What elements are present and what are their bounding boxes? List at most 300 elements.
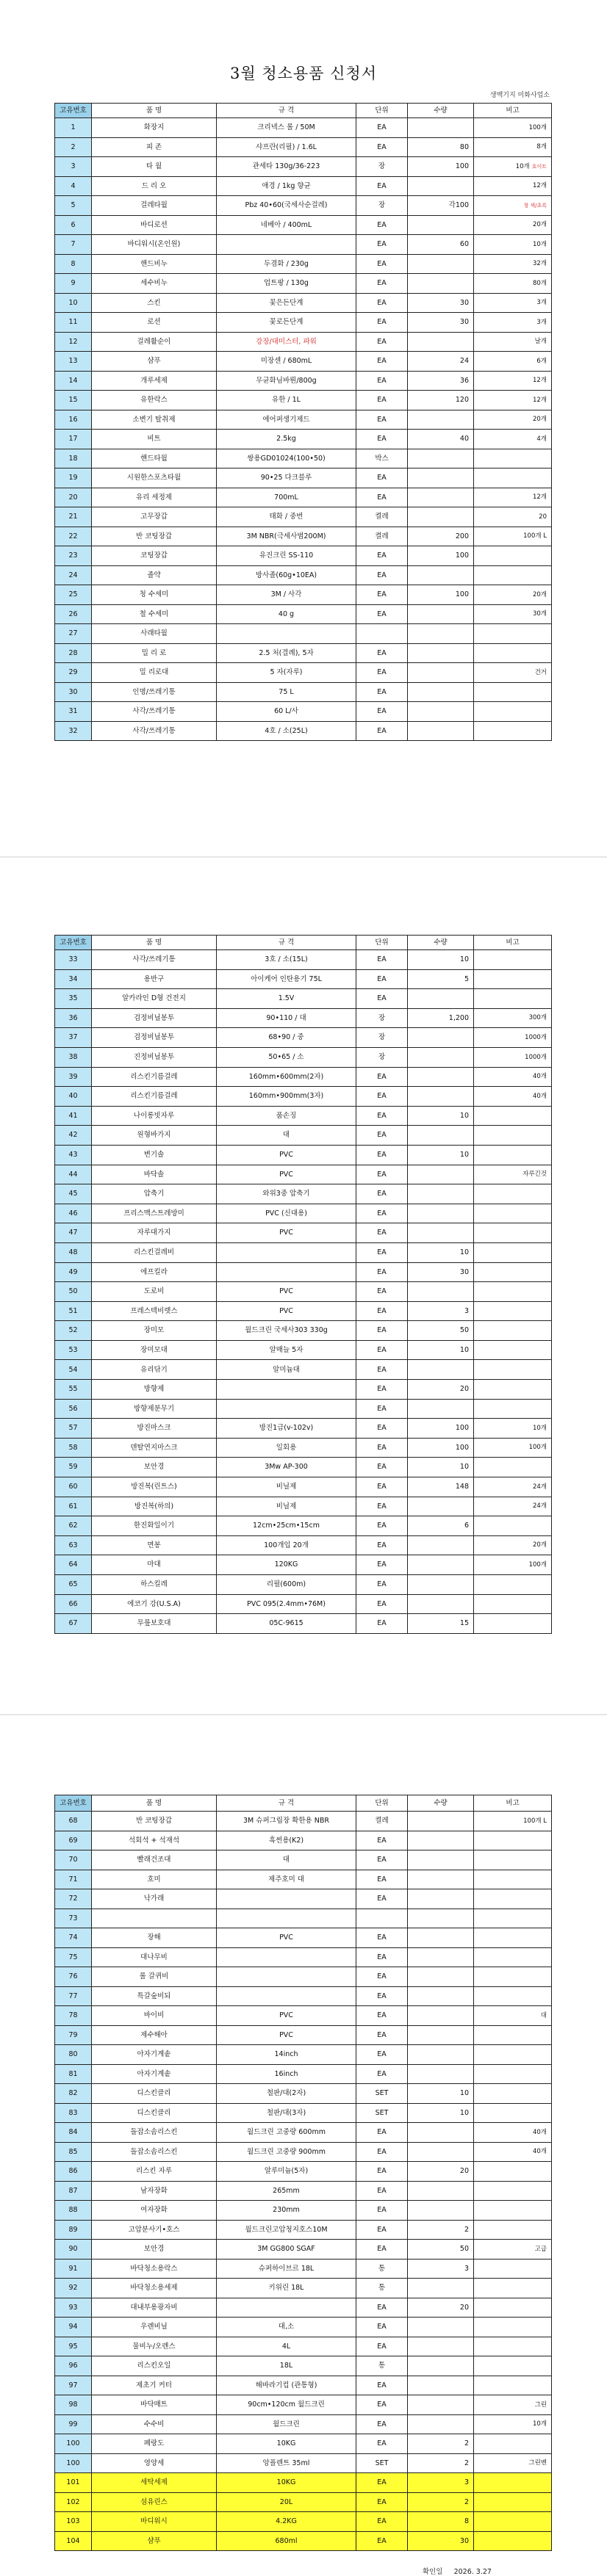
- item-spec: [217, 1947, 356, 1967]
- item-spec: [217, 585, 356, 605]
- item-spec: [217, 2181, 356, 2201]
- item-spec-text: 160mm•600mm(2자): [248, 1072, 324, 1081]
- item-number: [55, 604, 92, 624]
- item-unit-text: EA: [377, 259, 387, 268]
- item-number: [55, 2220, 92, 2240]
- item-name: [92, 2298, 217, 2318]
- form-title: 3월 청소용품 신청서: [230, 65, 377, 82]
- table-row: [55, 1242, 552, 1262]
- item-note: [474, 1008, 552, 1028]
- item-number: [55, 1870, 92, 1889]
- item-quantity: [408, 2512, 474, 2532]
- item-quantity-text: 60: [459, 240, 469, 248]
- item-name-text: 리스킨걸레비: [133, 1248, 175, 1256]
- item-name-text: 보안경: [143, 2245, 165, 2253]
- item-note: [474, 352, 552, 372]
- item-quantity: [408, 1516, 474, 1536]
- item-number: [55, 1614, 92, 1634]
- item-name-text: 밀 리 로: [141, 648, 167, 657]
- item-number-text: 10: [68, 298, 78, 307]
- item-name-text: 고압분사기•호스: [128, 2225, 180, 2234]
- item-number: [55, 2376, 92, 2395]
- item-quantity: [408, 1497, 474, 1516]
- item-note-text: 20개: [532, 590, 547, 598]
- item-spec-text: 2.5 처(결례), 5자: [259, 648, 314, 657]
- table-row: [55, 2123, 552, 2143]
- item-name-text: 방진복(린트스): [131, 1483, 177, 1491]
- item-spec-text: 비닐제: [276, 1502, 297, 1510]
- item-spec-text: 4호 / 소(25L): [265, 726, 308, 735]
- item-name: [92, 1555, 217, 1575]
- item-unit-text: 켤레: [375, 1817, 389, 1825]
- item-number: [55, 2181, 92, 2201]
- table-row: [55, 1909, 552, 1928]
- item-spec-text: 90•25 다크블루: [260, 474, 312, 482]
- item-name-text: 특갈숲비되: [137, 1991, 171, 2000]
- item-quantity: [408, 1967, 474, 1987]
- item-spec: [217, 2337, 356, 2356]
- item-spec: [217, 1340, 356, 1360]
- item-unit-text: EA: [377, 1131, 387, 1140]
- item-name-text: 샴푸: [147, 357, 161, 365]
- item-note-text: 20개: [532, 221, 547, 228]
- table-row: [55, 1947, 552, 1967]
- item-spec-text: 방진1급(v-102v): [259, 1424, 314, 1433]
- item-unit-text: EA: [377, 1209, 387, 1218]
- item-note-text: 그린벤: [528, 2459, 547, 2467]
- item-spec: [217, 702, 356, 722]
- item-number: [55, 663, 92, 683]
- item-number: [55, 969, 92, 989]
- item-spec: [217, 507, 356, 527]
- item-name-text: 피 존: [146, 142, 162, 151]
- item-name-text: 면봉: [147, 1541, 161, 1549]
- item-quantity: [408, 663, 474, 683]
- item-number: [55, 293, 92, 313]
- item-note: [474, 546, 552, 566]
- item-number: [55, 2434, 92, 2454]
- item-number: [55, 157, 92, 177]
- item-number-text: 40: [68, 1092, 78, 1101]
- table-row: [55, 1575, 552, 1595]
- item-spec: [217, 2298, 356, 2318]
- item-name-text: 바닥청소용세제: [130, 2284, 178, 2292]
- item-number-text: 27: [68, 629, 78, 637]
- item-number: [55, 1008, 92, 1028]
- item-number: [55, 2512, 92, 2532]
- item-unit-text: EA: [377, 1306, 387, 1315]
- item-quantity-text: 200: [455, 532, 469, 540]
- item-spec-text: 680ml: [275, 2536, 298, 2545]
- item-number-text: 6: [71, 220, 76, 229]
- item-unit: [356, 604, 408, 624]
- item-note-text: 8개: [536, 143, 547, 151]
- item-number: [55, 1047, 92, 1067]
- column-header: 고유번호: [55, 936, 92, 950]
- item-quantity: [408, 235, 474, 255]
- item-spec-text: 월드크린 국세사303 330g: [245, 1326, 328, 1335]
- item-number: [55, 702, 92, 722]
- item-number-text: 46: [68, 1209, 78, 1218]
- item-unit: [356, 2376, 408, 2395]
- item-quantity: [408, 565, 474, 585]
- table-row: [55, 1106, 552, 1126]
- item-unit-text: SET: [375, 2459, 389, 2467]
- item-name-text: 프리스맥스트레방미: [123, 1209, 184, 1218]
- item-unit-text: 켤레: [375, 532, 389, 540]
- item-number-text: 80: [68, 2050, 78, 2058]
- item-unit: [356, 2084, 408, 2104]
- item-name: [92, 293, 217, 313]
- item-spec: [217, 313, 356, 333]
- item-unit: [356, 488, 408, 507]
- item-unit-text: EA: [377, 2225, 387, 2234]
- item-quantity-text: 100: [455, 1424, 469, 1433]
- item-note: [474, 1399, 552, 1419]
- item-number: [55, 371, 92, 391]
- item-number: [55, 430, 92, 449]
- item-name: [92, 313, 217, 333]
- item-number: [55, 565, 92, 585]
- item-name-text: 무릎보호대: [137, 1619, 171, 1628]
- table-row: [55, 332, 552, 352]
- item-spec: [217, 2025, 356, 2045]
- item-number-text: 4: [71, 181, 76, 190]
- item-name: [92, 1047, 217, 1067]
- item-number-text: 38: [68, 1053, 78, 1062]
- item-quantity: [408, 2279, 474, 2298]
- item-number: [55, 2531, 92, 2551]
- item-name-text: 석회석 + 석재석: [128, 1836, 180, 1845]
- item-spec: [217, 2103, 356, 2123]
- table-row: [55, 488, 552, 507]
- item-unit: [356, 682, 408, 702]
- item-spec: [217, 721, 356, 741]
- item-note: [474, 371, 552, 391]
- item-note: [474, 1184, 552, 1204]
- item-spec: [217, 663, 356, 683]
- item-spec-text: 두겸화 / 230g: [264, 259, 309, 268]
- item-name: [92, 1380, 217, 1400]
- item-name-text: 검정비닐봉투: [133, 1033, 175, 1042]
- item-quantity: [408, 989, 474, 1009]
- column-header: 규 격: [217, 936, 356, 950]
- item-unit: [356, 2025, 408, 2045]
- item-name: [92, 2045, 217, 2065]
- item-quantity: [408, 2298, 474, 2318]
- item-name: [92, 410, 217, 430]
- item-number-text: 56: [68, 1404, 78, 1413]
- item-spec-text: PVC: [279, 2030, 293, 2039]
- item-name-text: 용반구: [143, 974, 165, 983]
- item-name-text: 폐랑도: [143, 2439, 165, 2447]
- item-quantity: [408, 1087, 474, 1107]
- item-spec: [217, 1184, 356, 1204]
- item-unit: [356, 507, 408, 527]
- item-unit: [356, 643, 408, 663]
- table-row: [55, 1204, 552, 1223]
- item-unit-text: EA: [377, 2478, 387, 2486]
- item-number-text: 2: [71, 142, 76, 151]
- item-number: [55, 1458, 92, 1477]
- item-unit-text: EA: [377, 337, 387, 346]
- table-row: [55, 2142, 552, 2162]
- item-unit: [356, 254, 408, 274]
- item-unit: [356, 1575, 408, 1595]
- item-number: [55, 2240, 92, 2260]
- item-number-text: 33: [68, 955, 78, 964]
- item-number-text: 68: [68, 1817, 78, 1825]
- item-note: [474, 1812, 552, 1831]
- item-number: [55, 1812, 92, 1831]
- column-header: 규 격: [217, 104, 356, 118]
- item-unit: [356, 2123, 408, 2143]
- item-spec-text: 1.5V: [278, 994, 295, 1003]
- item-unit-text: EA: [377, 357, 387, 365]
- item-name: [92, 2531, 217, 2551]
- item-spec: [217, 410, 356, 430]
- item-number-text: 52: [68, 1326, 78, 1335]
- column-header: 수량: [408, 104, 474, 118]
- item-name: [92, 969, 217, 989]
- table-row: [55, 643, 552, 663]
- item-name: [92, 1614, 217, 1634]
- item-spec: [217, 624, 356, 644]
- item-name: [92, 2142, 217, 2162]
- table-row: [55, 235, 552, 255]
- item-spec-text: 아이케어 인탄용기 75L: [251, 974, 322, 983]
- item-note: [474, 2064, 552, 2084]
- item-note: [474, 2492, 552, 2512]
- item-name-text: 아자기계솥: [137, 2069, 171, 2078]
- item-number-text: 12: [68, 337, 78, 346]
- item-spec: [217, 137, 356, 157]
- item-number: [55, 2492, 92, 2512]
- item-name: [92, 235, 217, 255]
- item-unit: [356, 1555, 408, 1575]
- item-quantity-text: 20: [459, 2303, 469, 2312]
- column-header: 수량: [408, 936, 474, 950]
- item-unit: [356, 1967, 408, 1987]
- item-name-text: 보안경: [143, 1463, 165, 1472]
- item-number-text: 7: [71, 240, 76, 248]
- item-unit: [356, 2142, 408, 2162]
- item-name: [92, 254, 217, 274]
- item-unit-text: EA: [377, 2050, 387, 2058]
- item-spec: [217, 1242, 356, 1262]
- item-number-text: 62: [68, 1522, 78, 1530]
- item-spec-text: 16inch: [274, 2069, 298, 2078]
- table-row: [55, 1145, 552, 1165]
- item-name: [92, 1008, 217, 1028]
- table-row: [55, 2298, 552, 2318]
- confirm-label: 확인일: [423, 2568, 443, 2576]
- item-number: [55, 215, 92, 235]
- item-unit-text: EA: [377, 298, 387, 307]
- table-row: [55, 2453, 552, 2473]
- item-note: [474, 2142, 552, 2162]
- item-spec-text: 14inch: [274, 2050, 298, 2058]
- item-number: [55, 1145, 92, 1165]
- item-spec: [217, 1831, 356, 1850]
- item-quantity-text: 2: [464, 2225, 469, 2234]
- item-number-text: 42: [68, 1131, 78, 1140]
- item-name: [92, 702, 217, 722]
- item-unit: [356, 352, 408, 372]
- item-quantity: [408, 2414, 474, 2434]
- item-unit-text: EA: [377, 2517, 387, 2525]
- item-spec-text: 애경 / 1kg 향균: [262, 181, 311, 190]
- item-spec: [217, 2434, 356, 2454]
- item-spec: [217, 1301, 356, 1321]
- item-note-text: 12개: [532, 377, 547, 384]
- item-quantity-text: 30: [459, 1267, 469, 1276]
- item-note: [474, 313, 552, 333]
- supply-table-2: [54, 935, 552, 1634]
- item-quantity: [408, 352, 474, 372]
- item-note: [474, 2512, 552, 2532]
- item-number-text: 104: [66, 2536, 80, 2545]
- item-quantity-text: 3: [464, 1306, 469, 1315]
- table-row: [55, 1419, 552, 1439]
- item-number: [55, 2025, 92, 2045]
- item-number: [55, 682, 92, 702]
- item-note: [474, 682, 552, 702]
- item-unit: [356, 1340, 408, 1360]
- item-spec: [217, 989, 356, 1009]
- item-name: [92, 604, 217, 624]
- item-spec: [217, 157, 356, 177]
- item-quantity: [408, 702, 474, 722]
- item-spec-text: 크리넥스 롤 / 50M: [257, 123, 315, 131]
- item-number: [55, 1575, 92, 1595]
- table-row: [55, 2240, 552, 2260]
- item-quantity: [408, 1419, 474, 1439]
- item-note: [474, 1106, 552, 1126]
- item-spec: [217, 1497, 356, 1516]
- item-unit: [356, 1184, 408, 1204]
- item-number: [55, 2162, 92, 2182]
- item-name: [92, 1419, 217, 1439]
- table-row: [55, 1555, 552, 1575]
- item-quantity: [408, 313, 474, 333]
- item-name-text: 유리닦기: [140, 1365, 168, 1374]
- item-number-text: 39: [68, 1072, 78, 1081]
- item-name-text: 아자기계솥: [137, 2050, 171, 2058]
- item-name: [92, 1087, 217, 1107]
- item-name: [92, 1242, 217, 1262]
- item-unit: [356, 1535, 408, 1555]
- item-spec-text: 흑썬용(K2): [268, 1836, 304, 1845]
- item-spec-text: PVC: [279, 1933, 293, 1942]
- item-name: [92, 1340, 217, 1360]
- item-number: [55, 989, 92, 1009]
- item-note: [474, 643, 552, 663]
- item-number: [55, 527, 92, 546]
- item-note: [474, 196, 552, 216]
- item-name-text: 에프킬라: [140, 1267, 168, 1276]
- item-quantity: [408, 1067, 474, 1087]
- item-number-text: 65: [68, 1580, 78, 1589]
- item-name: [92, 1928, 217, 1948]
- item-quantity: [408, 1282, 474, 1302]
- item-number-text: 17: [68, 435, 78, 443]
- item-note: [474, 1360, 552, 1380]
- item-unit-text: EA: [377, 1092, 387, 1101]
- item-quantity-text: 80: [459, 142, 469, 151]
- item-quantity-text: 15: [459, 1619, 469, 1628]
- item-unit-text: SET: [375, 2089, 389, 2097]
- item-quantity: [408, 274, 474, 294]
- table-row: [55, 663, 552, 683]
- item-unit-text: EA: [377, 2342, 387, 2351]
- item-name-text: 세탁세제: [140, 2478, 168, 2486]
- table-row: [55, 721, 552, 741]
- item-spec-text: 쌍용GD01024(100•50): [247, 454, 326, 463]
- item-spec: [217, 2356, 356, 2376]
- item-unit: [356, 2006, 408, 2026]
- item-quantity-text: 30: [459, 298, 469, 307]
- item-note: [474, 1301, 552, 1321]
- item-unit-text: 통: [378, 2284, 386, 2292]
- item-name: [92, 2181, 217, 2201]
- item-number: [55, 2337, 92, 2356]
- item-spec-text: 꽃은든단계: [269, 298, 304, 307]
- item-unit-text: EA: [377, 123, 387, 131]
- item-note: [474, 1947, 552, 1967]
- item-spec: [217, 1850, 356, 1870]
- item-spec: [217, 215, 356, 235]
- item-name: [92, 332, 217, 352]
- item-spec: [217, 604, 356, 624]
- item-name-text: 소변기 탈취제: [132, 415, 176, 424]
- item-note: [474, 1262, 552, 1282]
- item-unit: [356, 137, 408, 157]
- item-unit-text: EA: [377, 240, 387, 248]
- item-unit-text: EA: [377, 609, 387, 618]
- item-note-text: 고급: [534, 2245, 547, 2253]
- item-number-text: 31: [68, 707, 78, 715]
- item-unit-text: EA: [377, 1991, 387, 2000]
- item-name: [92, 2025, 217, 2045]
- item-number-text: 21: [68, 513, 78, 521]
- item-number: [55, 2045, 92, 2065]
- item-number-text: 25: [68, 590, 78, 598]
- item-spec-text: 월드크린 고중량 900mm: [247, 2147, 326, 2156]
- item-number-text: 95: [68, 2342, 78, 2351]
- item-note-text: 10개: [532, 240, 547, 248]
- item-number-text: 85: [68, 2147, 78, 2156]
- item-unit: [356, 702, 408, 722]
- item-unit: [356, 2531, 408, 2551]
- item-number: [55, 1321, 92, 1341]
- item-number-text: 75: [68, 1953, 78, 1961]
- item-name: [92, 1870, 217, 1889]
- item-unit: [356, 2414, 408, 2434]
- item-unit: [356, 1067, 408, 1087]
- item-spec-text: PVC: [279, 1150, 293, 1159]
- item-spec: [217, 488, 356, 507]
- item-spec-text: 2.5kg: [276, 435, 296, 443]
- table-row: [55, 371, 552, 391]
- table-row: [55, 950, 552, 970]
- item-note-text: 10개: [532, 1424, 547, 1432]
- item-spec: [217, 2531, 356, 2551]
- item-spec: [217, 2512, 356, 2532]
- item-spec: [217, 371, 356, 391]
- item-spec-text: 방사졸(60g•10EA): [255, 571, 317, 579]
- table-row: [55, 274, 552, 294]
